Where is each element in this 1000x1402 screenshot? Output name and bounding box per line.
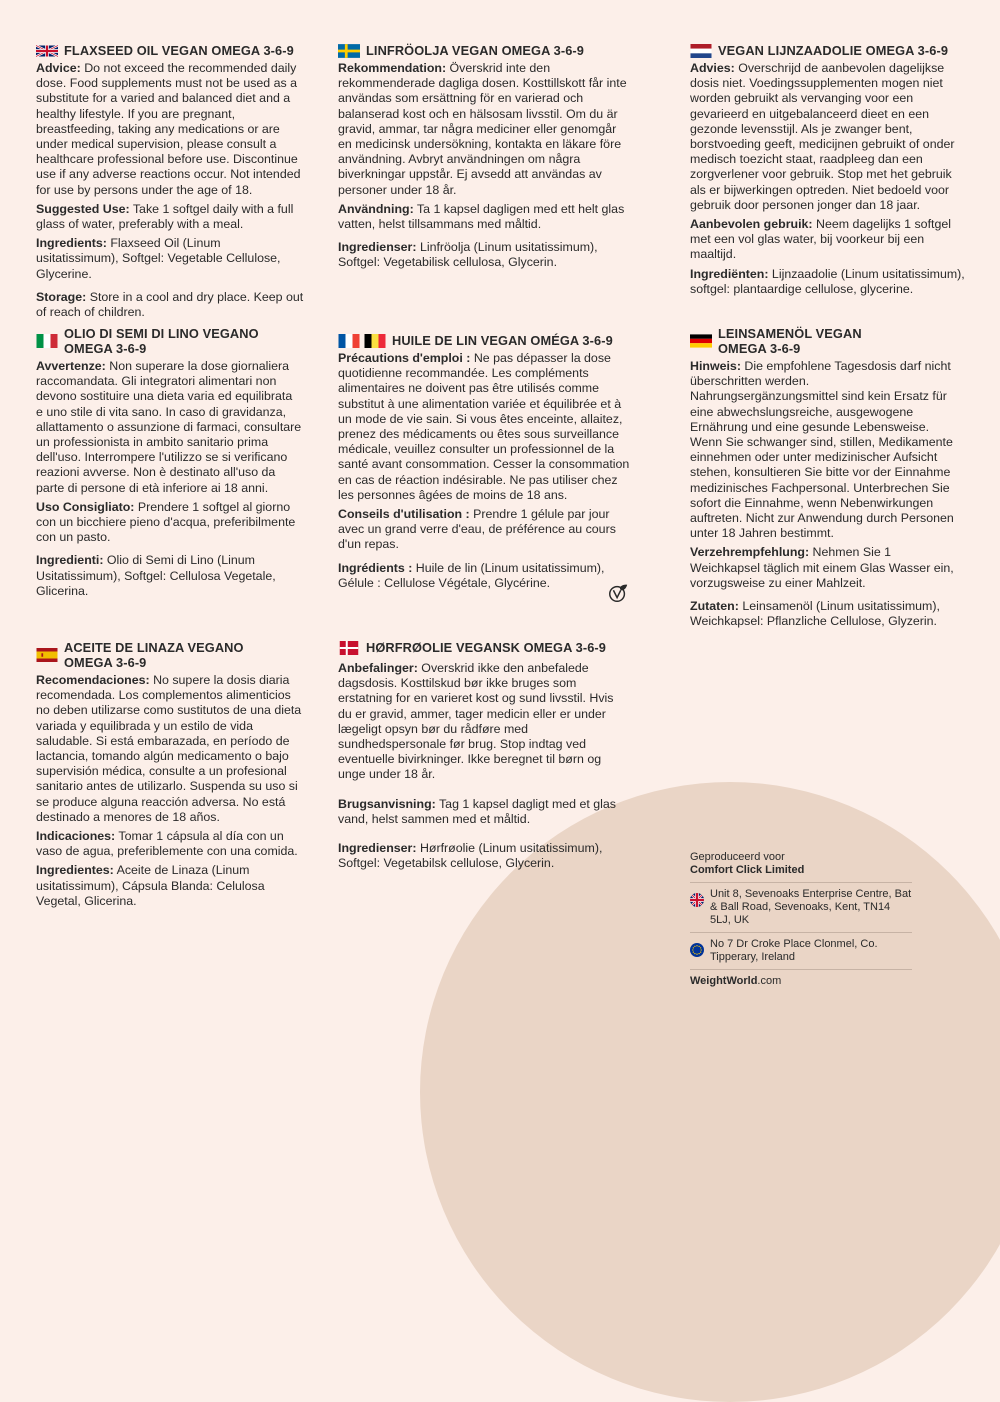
ingredients-paragraph: Zutaten: Leinsamenöl (Linum usitatissimum), Weichkapsel: Pflanzliche Cellulose, Glyzerin. <box>690 599 940 629</box>
company-name: Comfort Click Limited <box>690 864 805 876</box>
section-header <box>338 333 632 348</box>
advice-paragraph: Anbefalinger: Overskrid ikke den anbefalede dagsdosis. Kosttilskud bør ikke bruges som erstatning for en varieret kost og sund livsstil. Hvis du er gravid, ammer, tager medicin eller er under lægeligt opsyn bør du rådføre med sundhedspersonale før brug. Stop indtag ved eventuelle bivirkninger. Ikke beregnet til børn og unge under 18 år. <box>338 661 614 782</box>
eu-flag-round-icon <box>690 943 704 957</box>
spain-flag-icon <box>36 648 58 662</box>
uk-address-row <box>690 888 912 927</box>
divider <box>690 969 912 970</box>
section-title: LINFRÖOLJA VEGAN OMEGA 3-6-9 <box>366 43 584 58</box>
usage-paragraph: Indicaciones: Tomar 1 cápsula al día con un vaso de agua, preferiblemente con una comida. <box>36 829 298 859</box>
section-header <box>36 326 302 356</box>
belgium-flag-icon <box>364 334 386 348</box>
divider <box>690 932 912 933</box>
vegan-leaf-icon <box>607 582 629 604</box>
ingredients-paragraph: Ingredienser: Linfröolja (Linum usitatissimum), Softgel: Vegetabilisk cellulosa, Glycerin. <box>338 240 598 270</box>
advice-paragraph: Advies: Overschrijd de aanbevolen dagelijkse dosis niet. Voedingssupplementen mogen niet worden gebruikt als vervanging voor een gevarieerd en uitgebalanceerd dieet en een gezonde levensstijl. Als je zwanger bent, borstvoeding geeft, medicijnen gebruikt of onder medisch toezicht staat, raadpleeg dan een zorgverlener voor gebruik. Stop met het gebruik als er bijwerkingen optreden. Niet bedoeld voor gebruik door personen jonger dan 18 jaar. <box>690 61 955 212</box>
ingredients-paragraph: Ingrédients : Huile de lin (Linum usitatissimum), Gélule : Cellulose Végétale, Glycérine. <box>338 560 605 590</box>
advice-paragraph: Advice: Do not exceed the recommended daily dose. Food supplements must not be used as a substitute for a varied and balanced diet and a healthy lifestyle. If you are pregnant, breastfeeding, taking any medications or are under medical supervision, please consult a healthcare professional before use. Discontinue use if any adverse reactions occur. Not intended for use by persons under the age of 18. <box>36 61 301 197</box>
section-french <box>338 333 632 595</box>
section-title: LEINSAMENÖL VEGAN OMEGA 3-6-9 <box>718 326 862 356</box>
usage-paragraph: Brugsanvisning: Tag 1 kapsel dagligt med et glas vand, helst sammen med et måltid. <box>338 796 617 826</box>
advice-paragraph: Rekommendation: Överskrid inte den rekommenderade dagliga dosen. Kosttillskott får inte användas som ersättning för en varierad och balanserad kost och en hälsosam livsstil. Om du är gravid, ammar, tar några mediciner eller genomgår en medicinsk undersökning, kontakta en läkare före användning. Avbryt användningen om några biverkningar uppstår. Ej avsedd att användas av personer under 18 år. <box>338 61 627 197</box>
ingredients-paragraph: Ingredients: Flaxseed Oil (Linum usitatissimum), Softgel: Vegetable Cellulose, Glycerine. <box>36 236 281 281</box>
germany-flag-icon <box>690 334 712 348</box>
section-danish <box>338 640 624 875</box>
section-header <box>338 43 632 58</box>
section-dutch <box>690 43 966 301</box>
advice-paragraph: Avvertenze: Non superare la dose giornaliera raccomandata. Gli integratori alimentari non devono sostituire una dieta varia ed equilibrata e uno stile di vita sano. In caso di gravidanza, allattamento o assunzione di farmaci, consultare un professionista in ambito sanitario prima dell'uso. Interrompere l'utilizzo se si verificano reazioni avverse. Non è destinato all'uso da parte di persone di età inferiore ai 18 anni. <box>36 359 302 495</box>
section-header <box>36 640 304 670</box>
suggested-use-paragraph: Suggested Use: Take 1 softgel daily with a full glass of water, preferably with a meal. <box>36 201 294 232</box>
uk-flag-icon <box>36 44 58 58</box>
section-header <box>690 326 958 356</box>
section-german <box>690 326 958 633</box>
netherlands-flag-icon <box>690 44 712 58</box>
section-title: OLIO DI SEMI DI LINO VEGANO OMEGA 3-6-9 <box>64 326 259 356</box>
section-title: HØRFRØOLIE VEGANSK OMEGA 3-6-9 <box>366 640 607 655</box>
section-header <box>338 640 624 655</box>
section-title: ACEITE DE LINAZA VEGANO OMEGA 3-6-9 <box>64 640 244 670</box>
divider <box>690 882 912 883</box>
section-header <box>690 43 966 58</box>
eu-address-row <box>690 938 912 964</box>
usage-paragraph: Conseils d'utilisation : Prendre 1 gélule par jour avec un grand verre d'eau, de préférence au cours d'un repas. <box>338 507 616 552</box>
ingredients-paragraph: Ingrediënten: Lijnzaadolie (Linum usitatissimum), softgel: plantaardige cellulose, glycerine. <box>690 266 965 296</box>
section-spanish <box>36 640 304 913</box>
sweden-flag-icon <box>338 44 360 58</box>
section-title: HUILE DE LIN VEGAN OMÉGA 3-6-9 <box>392 333 613 348</box>
usage-paragraph: Uso Consigliato: Prendere 1 softgel al giorno con un bicchiere pieno d'acqua, preferibilmente con un pasto. <box>36 499 296 545</box>
advice-paragraph: Hinweis: Die empfohlene Tagesdosis darf nicht überschritten werden. Nahrungsergänzungsmittel sind kein Ersatz für eine abwechslungsreiche, ausgewogene Ernährung und eine gesunde Lebensweise. Wenn Sie schwanger sind, stillen, Medikamente einnehmen oder unter medizinischer Aufsicht stehen, konsultieren Sie bitte vor der Einnahme medizinisches Fachpersonal. Unterbrechen Sie sofort die Einnahme, wenn Nebenwirkungen auftreten. Nicht zur Anwendung durch Personen unter 18 Jahren bestimmt. <box>690 359 954 541</box>
denmark-flag-icon <box>338 641 360 655</box>
website: WeightWorld.com <box>690 975 782 987</box>
uk-flag-round-icon <box>690 893 704 907</box>
advice-paragraph: Précautions d'emploi : Ne pas dépasser la dose quotidienne recommandée. Les compléments alimentaires ne doivent pas être utilisés comme substitut à une alimentation variée et équilibrée et à un mode de vie sain. Si vous êtes enceinte, allaitez, prenez des médicaments ou êtes sous surveillance médicale, veuillez consulter un professionnel de la santé avant consommation. Cesser la consommation en cas de réaction indésirable. Ne pas utiliser chez les personnes âgées de moins de 18 ans. <box>338 351 630 502</box>
section-title: VEGAN LIJNZAADOLIE OMEGA 3-6-9 <box>718 43 949 58</box>
storage-paragraph: Storage: Store in a cool and dry place. Keep out of reach of children. <box>36 289 304 320</box>
ingredients-paragraph: Ingredientes: Aceite de Linaza (Linum usitatissimum), Cápsula Blanda: Celulosa Vegetal, Glicerina. <box>36 863 265 908</box>
eu-address: No 7 Dr Croke Place Clonmel, Co. Tipperary, Ireland <box>710 938 878 963</box>
usage-paragraph: Användning: Ta 1 kapsel dagligen med ett helt glas vatten, helst tillsammans med måltid. <box>338 201 625 232</box>
advice-paragraph: Recomendaciones: No supere la dosis diaria recomendada. Los complementos alimenticios no deben utilizarse como sustitutos de una dieta variada y equilibrada y un estilo de vida saludable. Si está embarazada, en período de lactancia, tomando algún medicamento o bajo supervisión médica, consulte a un profesional sanitario antes de utilizarlo. Suspenda su uso si se produce alguna reacción adversa. No está destinado a menores de 18 años. <box>36 673 302 824</box>
section-english <box>36 43 304 324</box>
section-header <box>36 43 304 58</box>
company-info <box>690 851 912 988</box>
section-title: FLAXSEED OIL VEGAN OMEGA 3-6-9 <box>64 43 294 58</box>
usage-paragraph: Aanbevolen gebruik: Neem dagelijks 1 softgel met een vol glas water, bij voorkeur bij een maaltijd. <box>690 217 951 262</box>
produced-by-label: Geproduceerd voor <box>690 851 785 863</box>
ingredients-paragraph: Ingredienti: Olio di Semi di Lino (Linum Usitatissimum), Softgel: Cellulosa Vegetale, Glicerina. <box>36 553 276 598</box>
usage-paragraph: Verzehrempfehlung: Nehmen Sie 1 Weichkapsel täglich mit einem Glas Wasser ein, vorzugsweise zu einer Mahlzeit. <box>690 545 954 590</box>
uk-address: Unit 8, Sevenoaks Enterprise Centre, Bat & Ball Road, Sevenoaks, Kent, TN14 5LJ, UK <box>710 888 912 926</box>
italy-flag-icon <box>36 334 58 348</box>
section-italian <box>36 326 302 603</box>
section-swedish <box>338 43 632 275</box>
france-flag-icon <box>338 334 360 348</box>
ingredients-paragraph: Ingredienser: Hørfrøolie (Linum usitatissimum), Softgel: Vegetabilsk cellulose, Glycerin. <box>338 841 603 871</box>
